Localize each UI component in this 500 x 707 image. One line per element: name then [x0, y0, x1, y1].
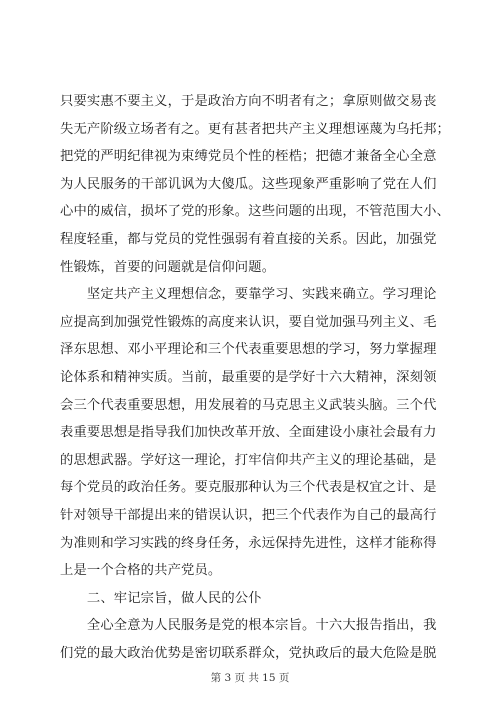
text-line: 会三个代表重要思想，用发展着的马克思主义武装头脑。三个代 [60, 397, 437, 413]
text-line: 心中的威信，损坏了党的形象。这些问题的出现，不管范围大小、 [60, 204, 450, 220]
page-footer: 第 3 页 共 15 页 [210, 672, 290, 684]
text-line: 为人民服务的干部讥讽为大傻瓜。这些现象严重影响了党在人们 [60, 176, 437, 192]
body-text [60, 88, 450, 667]
text-line: 失无产阶级立场者有之。更有甚者把共产主义理想诬蔑为乌托邦； [60, 121, 450, 137]
text-line: 只要实惠不要主义，于是政治方向不明者有之；拿原则做交易丧 [60, 94, 437, 109]
text-line: 坚定共产主义理想信念，要靠学习、实践来确立。学习理论 [60, 287, 437, 303]
text-line: 程度轻重，都与党员的党性强弱有着直接的关系。因此，加强党 [60, 231, 437, 247]
text-line: 每个党员的政治任务。要克服那种认为三个代表是权宜之计、是 [60, 480, 437, 496]
text-line: 性锻炼，首要的问题就是信仰问题。 [60, 259, 276, 275]
text-line: 泽东思想、邓小平理论和三个代表重要思想的学习，努力掌握理 [60, 342, 437, 358]
text-line: 二、牢记宗旨，做人民的公仆 [60, 590, 262, 606]
text-line: 表重要思想是指导我们加快改革开放、全面建设小康社会最有力 [60, 425, 437, 441]
text-line: 针对领导干部提出来的错误认识，把三个代表作为自己的最高行 [60, 507, 437, 523]
text-line: 们党的最大政治优势是密切联系群众，党执政后的最大危险是脱 [60, 645, 437, 661]
text-line: 应提高到加强党性锻炼的高度来认识，要自觉加强马列主义、毛 [60, 314, 437, 330]
text-line: 为准则和学习实践的终身任务，永远保持先进性，这样才能称得 [60, 535, 437, 551]
text-line: 把党的严明纪律视为束缚党员个性的桎梏；把德才兼备全心全意 [60, 149, 437, 165]
text-line: 上是一个合格的共产党员。 [60, 563, 222, 579]
text-line: 论体系和精神实质。当前，最重要的是学好十六大精神，深刻领 [60, 369, 437, 385]
text-line: 全心全意为人民服务是党的根本宗旨。十六大报告指出，我 [60, 618, 437, 634]
text-line: 的思想武器。学好这一理论，打牢信仰共产主义的理论基础，是 [60, 452, 437, 468]
